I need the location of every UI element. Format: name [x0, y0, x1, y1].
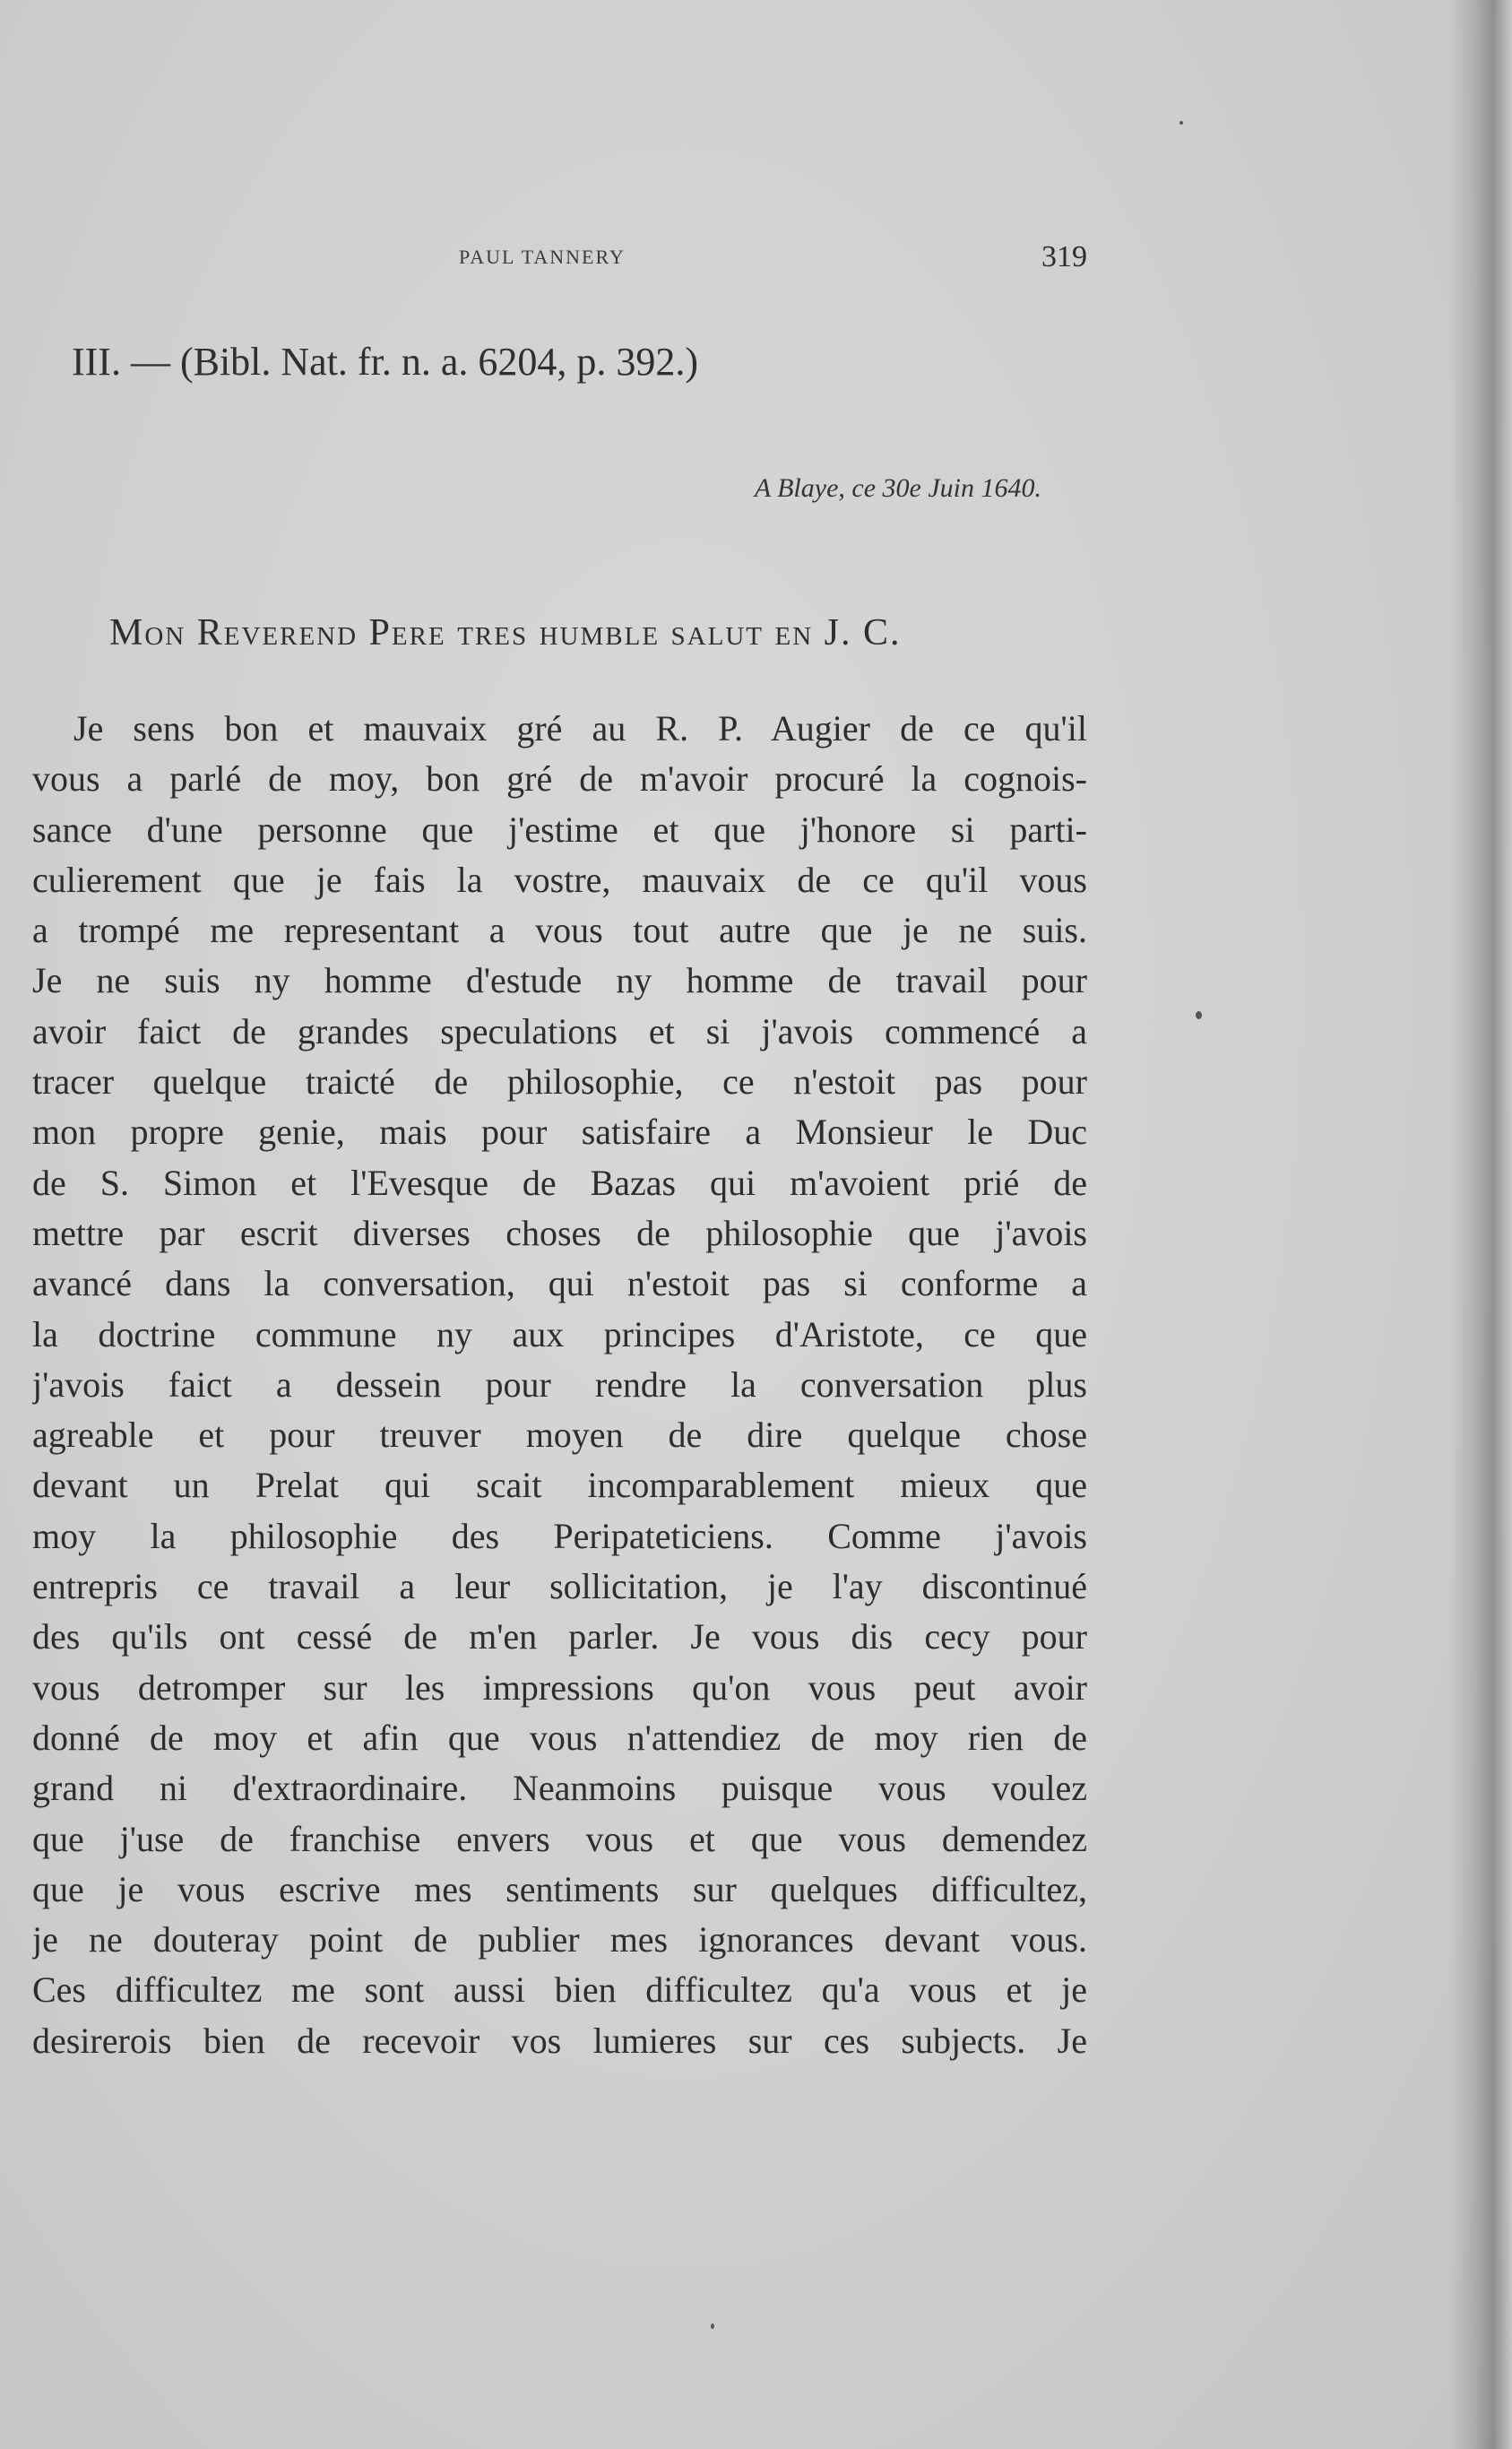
body-line: avancé dans la conversation, qui n'estoit pas si conforme a	[32, 1263, 1087, 1304]
running-header	[32, 240, 1087, 276]
body-line: donné de moy et afin que vous n'attendiez de moy rien de	[32, 1717, 1087, 1758]
body-line: Je sens bon et mauvaix gré au R. P. Augier de ce qu'il	[73, 708, 1087, 749]
body-line: mon propre genie, mais pour satisfaire a Monsieur le Duc	[32, 1112, 1087, 1153]
print-speck	[1179, 121, 1183, 125]
running-head-author: PAUL TANNERY	[459, 246, 626, 268]
body-line: j'avois faict a dessein pour rendre la conversation plus	[32, 1363, 1087, 1405]
page-number: 319	[1041, 240, 1087, 273]
body-line: de S. Simon et l'Evesque de Bazas qui m'avoient prié de	[32, 1162, 1087, 1203]
body-line: tracer quelque traicté de philosophie, ce n'estoit pas pour	[32, 1061, 1087, 1103]
print-speck	[1196, 1011, 1202, 1019]
binding-gutter-shadow	[1449, 0, 1512, 2449]
body-line: je ne douteray point de publier mes ignorances devant vous.	[32, 1919, 1087, 1960]
document-reference: III. — (Bibl. Nat. fr. n. a. 6204, p. 392.)	[72, 340, 698, 384]
body-line: avoir faict de grandes speculations et si j'avois commencé a	[32, 1010, 1087, 1051]
letter-body	[32, 704, 1087, 2066]
body-line: Ces difficultez me sont aussi bien difficultez qu'a vous et je	[32, 1969, 1087, 2011]
body-line: grand ni d'extraordinaire. Neanmoins puisque vous voulez	[32, 1768, 1087, 1809]
letter-salutation: Mon Reverend Pere tres humble salut en J. C.	[109, 612, 902, 653]
body-line: mettre par escrit diverses choses de philosophie que j'avois	[32, 1212, 1087, 1253]
body-line: desirerois bien de recevoir vos lumieres sur ces subjects. Je	[32, 2020, 1087, 2061]
body-line: entrepris ce travail a leur sollicitation, je l'ay discontinué	[32, 1566, 1087, 1607]
body-line: des qu'ils ont cessé de m'en parler. Je vous dis cecy pour	[32, 1616, 1087, 1657]
body-line: la doctrine commune ny aux principes d'Aristote, ce que	[32, 1313, 1087, 1354]
body-line: devant un Prelat qui scait incomparablement mieux que	[32, 1465, 1087, 1506]
body-line: vous a parlé de moy, bon gré de m'avoir procuré la cognois-	[32, 758, 1087, 800]
body-line: vous detromper sur les impressions qu'on vous peut avoir	[32, 1666, 1087, 1708]
body-line: agreable et pour treuver moyen de dire quelque chose	[32, 1415, 1087, 1456]
letter-dateline: A Blaye, ce 30e Juin 1640.	[754, 473, 1041, 503]
body-line: a trompé me representant a vous tout autre que je ne suis.	[32, 910, 1087, 951]
body-line: Je ne suis ny homme d'estude ny homme de travail pour	[32, 960, 1087, 1001]
print-speck	[711, 2324, 714, 2329]
body-line: moy la philosophie des Peripateticiens. Comme j'avois	[32, 1515, 1087, 1556]
body-line: sance d'une personne que j'estime et que j'honore si parti-	[32, 809, 1087, 850]
body-line: culierement que je fais la vostre, mauvaix de ce qu'il vous	[32, 859, 1087, 900]
body-line: que j'use de franchise envers vous et que vous demendez	[32, 1818, 1087, 1859]
body-line: que je vous escrive mes sentiments sur quelques difficultez,	[32, 1868, 1087, 1909]
